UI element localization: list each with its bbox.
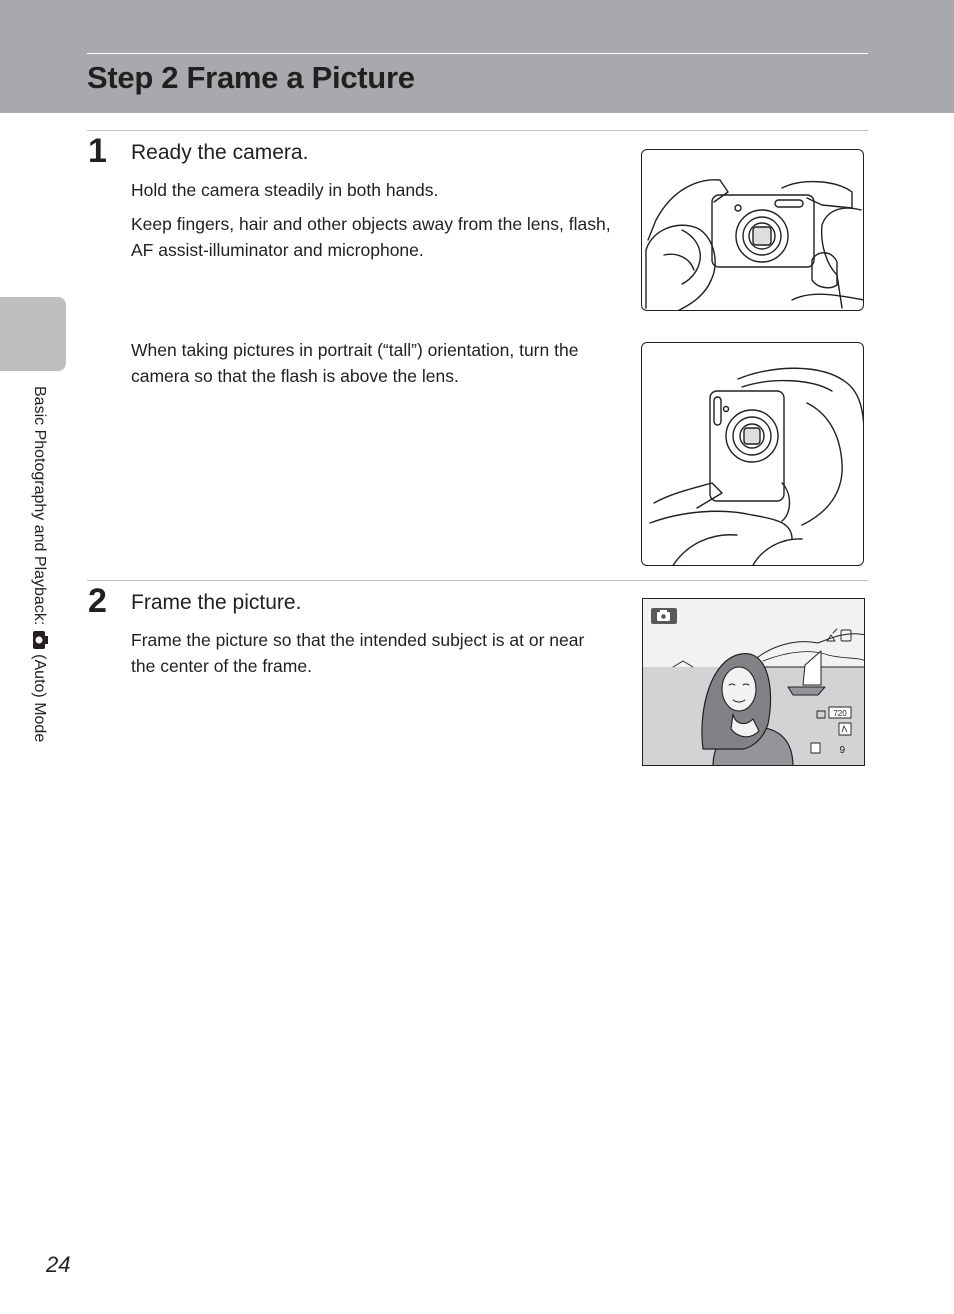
step-1-rule: [87, 130, 868, 131]
lcd-monitor-preview: [642, 598, 865, 766]
page-title: Step 2 Frame a Picture: [87, 60, 415, 95]
chapter-tab: [0, 297, 66, 371]
chapter-label: [28, 386, 48, 742]
step-2-number: 2: [88, 582, 107, 620]
step-1-text-portrait: When taking pictures in portrait (“tall”) orientation, turn the camera so that the flash is above the lens.: [131, 340, 579, 386]
landscape-grip-illustration: [641, 149, 864, 311]
header-rule: [87, 53, 868, 54]
camera-icon: [28, 631, 48, 649]
step-2-text-frame: Frame the picture so that the intended subject is at or near the center of the frame.: [131, 630, 585, 676]
chapter-label-prefix: Basic Photography and Playback:: [31, 386, 48, 626]
still-camera-mode-icon: [651, 608, 677, 624]
header-band: [0, 0, 954, 113]
step-1-text-keep-clear: Keep fingers, hair and other objects away from the lens, flash, AF assist-illuminator and microphone.: [131, 214, 611, 260]
page-number: 24: [46, 1252, 71, 1277]
step-1-title: Ready the camera.: [131, 141, 309, 164]
step-2-rule: [87, 580, 868, 581]
internal-memory-icon: [811, 743, 820, 753]
movie-mode-value: 720: [833, 709, 847, 718]
image-mode-icon: [839, 723, 851, 735]
step-1-number: 1: [88, 132, 107, 170]
step-2-title: Frame the picture.: [131, 591, 302, 614]
step-1-text-hold: Hold the camera steadily in both hands.: [131, 180, 439, 200]
shots-remaining: 9: [839, 745, 845, 756]
chapter-label-suffix: (Auto) Mode: [31, 654, 48, 743]
portrait-grip-illustration: [641, 342, 864, 566]
